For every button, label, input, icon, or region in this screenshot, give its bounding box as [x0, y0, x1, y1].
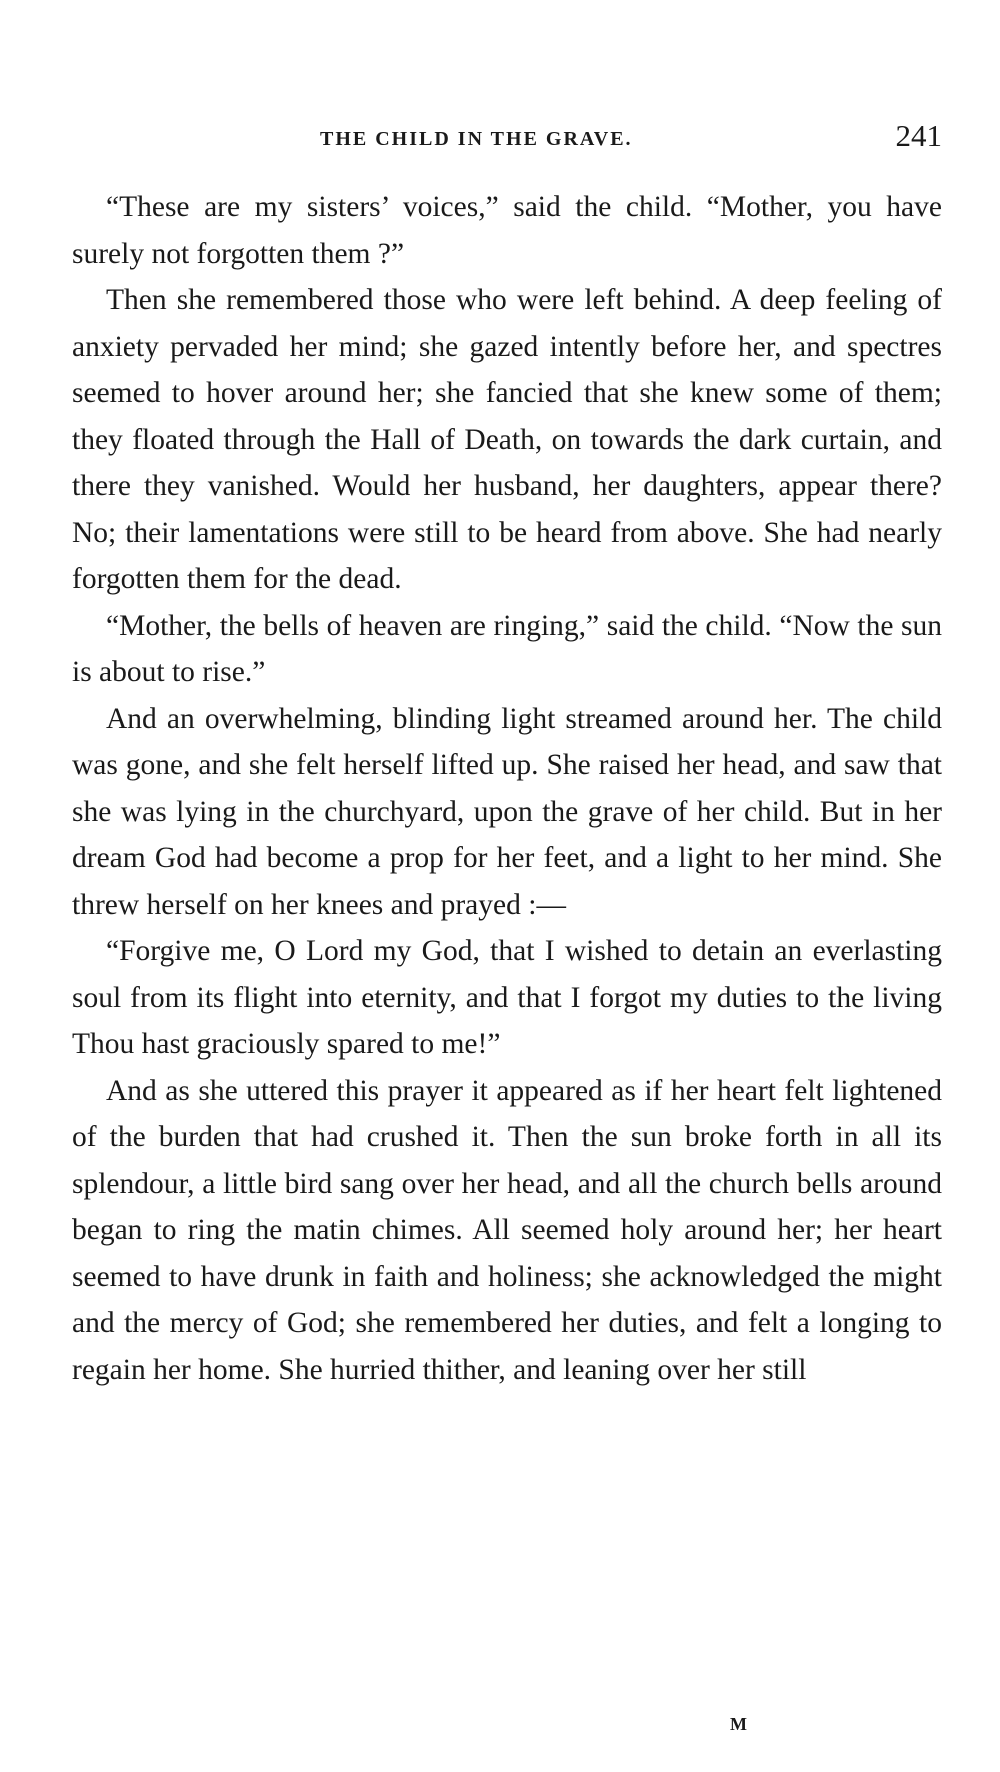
page-number: 241	[895, 118, 942, 153]
paragraph: And as she uttered this prayer it appeared as if her heart felt lightened of the burden that had crushed it. Then the sun broke forth in all its splendour, a little bird sang over her head, and all the church bells around began to ring the matin chimes. All seemed holy around her; her heart seemed to have drunk in faith and holiness; she acknowledged the might and the mercy of God; she remembered her duties, and felt a longing to regain her home. She hurried thither, and leaning over her still	[72, 1074, 942, 1386]
paragraph: “Forgive me, O Lord my God, that I wished to detain an everlasting soul from its flight into eternity, and that I forgot my duties to the living Thou hast graciously spared to me!”	[72, 935, 942, 1060]
signature-mark: M	[730, 1714, 747, 1734]
running-title: THE CHILD IN THE GRAVE.	[320, 128, 633, 150]
paragraph: “These are my sisters’ voices,” said the child. “Mother, you have surely not forgotten them ?”	[72, 191, 942, 270]
paragraph: Then she remembered those who were left behind. A deep feeling of anxiety pervaded her mind; she gazed intently before her, and spectres seemed to hover around her; she fancied that she knew some of them; they floated through the Hall of Death, on towards the dark curtain, and there they vanished. Would her husband, her daughters, appear there? No; their lamentations were still to be heard from above. She had nearly forgotten them for the dead.	[72, 284, 942, 595]
paragraph: “Mother, the bells of heaven are ringing,” said the child. “Now the sun is about to rise.”	[72, 609, 942, 688]
body-text	[72, 184, 942, 1393]
paragraph: And an overwhelming, blinding light streamed around her. The child was gone, and she felt herself lifted up. She raised her head, and saw that she was lying in the churchyard, upon the grave of her child. But in her dream God had become a prop for her feet, and a light to her mind. She threw herself on her knees and prayed :—	[72, 702, 942, 921]
page-header	[72, 118, 942, 158]
